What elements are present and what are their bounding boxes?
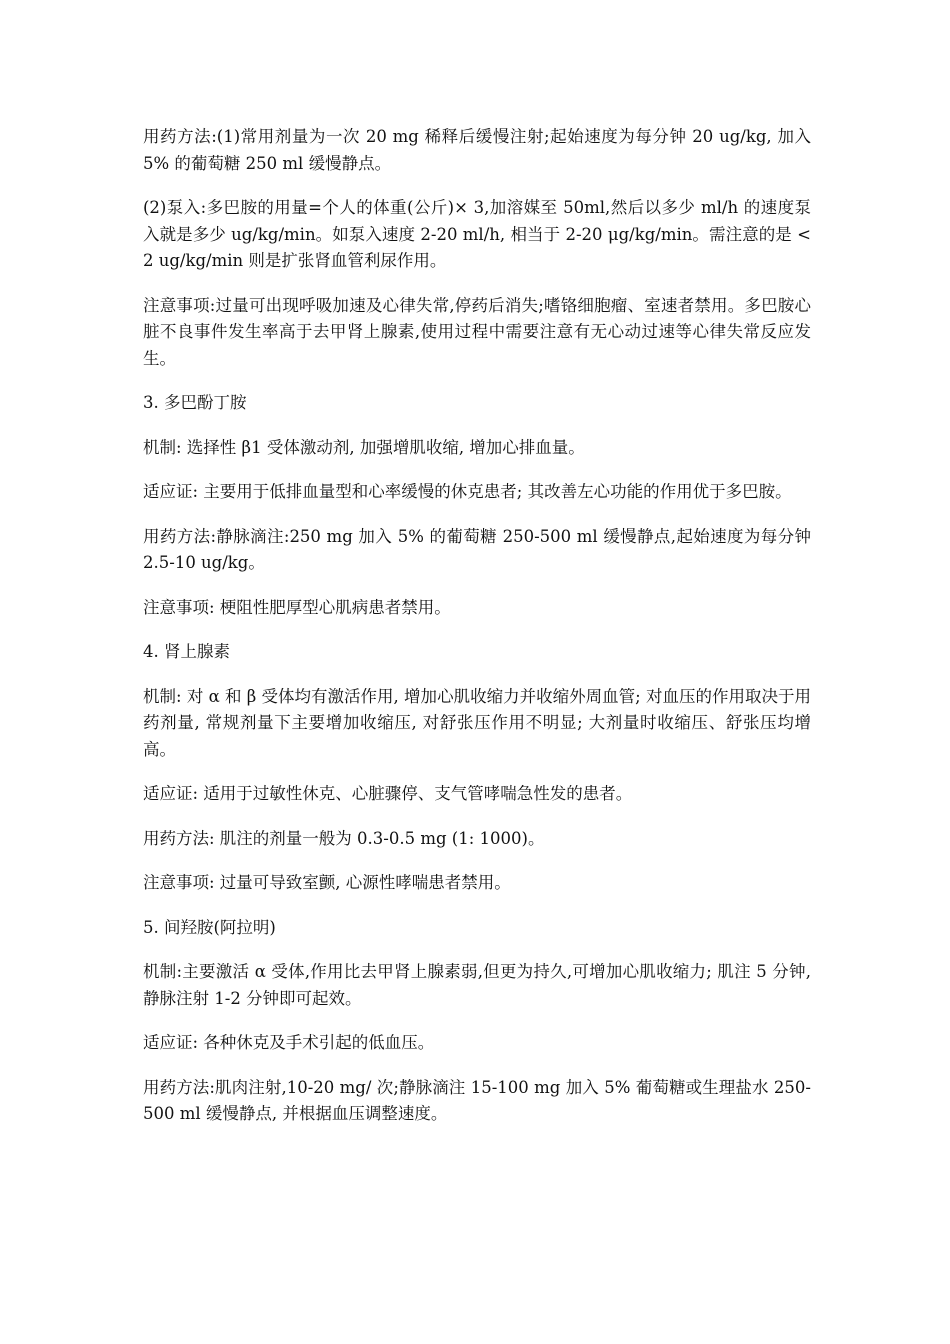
dosage-paragraph-dobutamine: 用药方法:静脉滴注:250 mg 加入 5% 的葡萄糖 250-500 ml 缓慢静点,起始速度为每分钟 2.5-10 ug/kg。 <box>143 526 811 572</box>
dosage-paragraph-1: 用药方法:(1)常用剂量为一次 20 mg 稀释后缓慢注射;起始速度为每分钟 20 ug/kg, 加入 5% 的葡萄糖 250 ml 缓慢静点。 <box>143 127 811 173</box>
dosage-paragraph-epinephrine: 用药方法: 肌注的剂量一般为 0.3-0.5 mg (1: 1000)。 <box>143 828 545 848</box>
mechanism-paragraph-metaraminol: 机制:主要激活 α 受体,作用比去甲肾上腺素弱,但更为持久,可增加心肌收缩力; 肌注 5 分钟, 静脉注射 1-2 分钟即可起效。 <box>143 962 811 1008</box>
section-heading-epinephrine: 4. 肾上腺素 <box>143 642 230 661</box>
section-heading-dobutamine: 3. 多巴酚丁胺 <box>143 393 247 412</box>
dosage-paragraph-2: (2)泵入:多巴胺的用量=个人的体重(公斤)× 3,加溶媒至 50ml,然后以多少 ml/h 的速度泵入就是多少 ug/kg/min。如泵入速度 2-20 ml/h, 相当于 2-20 μg/kg/min。需注意的是 <2 ug/kg/min 则是扩张肾血管利尿作用。 <box>143 198 811 270</box>
mechanism-paragraph-epinephrine: 机制: 对 α 和 β 受体均有激活作用, 增加心肌收缩力并收缩外周血管; 对血压的作用取决于用药剂量, 常规剂量下主要增加收缩压, 对舒张压作用不明显; 大剂量时收缩压、舒张压均增高。 <box>143 686 811 759</box>
precautions-paragraph-epinephrine: 注意事项: 过量可导致室颤, 心源性哮喘患者禁用。 <box>143 873 511 892</box>
precautions-paragraph-dopamine: 注意事项:过量可出现呼吸加速及心律失常,停药后消失;嗜铬细胞瘤、室速者禁用。多巴胺心脏不良事件发生率高于去甲肾上腺素,使用过程中需要注意有无心动过速等心律失常反应发生。 <box>143 295 811 368</box>
indication-paragraph-epinephrine: 适应证: 适用于过敏性休克、心脏骤停、支气管哮喘急性发的患者。 <box>143 784 633 803</box>
precautions-paragraph-dobutamine: 注意事项: 梗阻性肥厚型心肌病患者禁用。 <box>143 597 451 617</box>
mechanism-paragraph-dobutamine: 机制: 选择性 β1 受体激动剂, 加强增肌收缩, 增加心排血量。 <box>143 437 585 457</box>
indication-paragraph-dobutamine: 适应证: 主要用于低排血量型和心率缓慢的休克患者; 其改善左心功能的作用优于多巴胺。 <box>143 482 792 501</box>
indication-paragraph-metaraminol: 适应证: 各种休克及手术引起的低血压。 <box>143 1033 435 1052</box>
document-page <box>143 124 811 1146</box>
section-heading-metaraminol: 5. 间羟胺(阿拉明) <box>143 917 276 937</box>
dosage-paragraph-metaraminol: 用药方法:肌肉注射,10-20 mg/ 次;静脉滴注 15-100 mg 加入 5% 葡萄糖或生理盐水 250-500 ml 缓慢静点, 并根据血压调整速度。 <box>143 1077 811 1123</box>
